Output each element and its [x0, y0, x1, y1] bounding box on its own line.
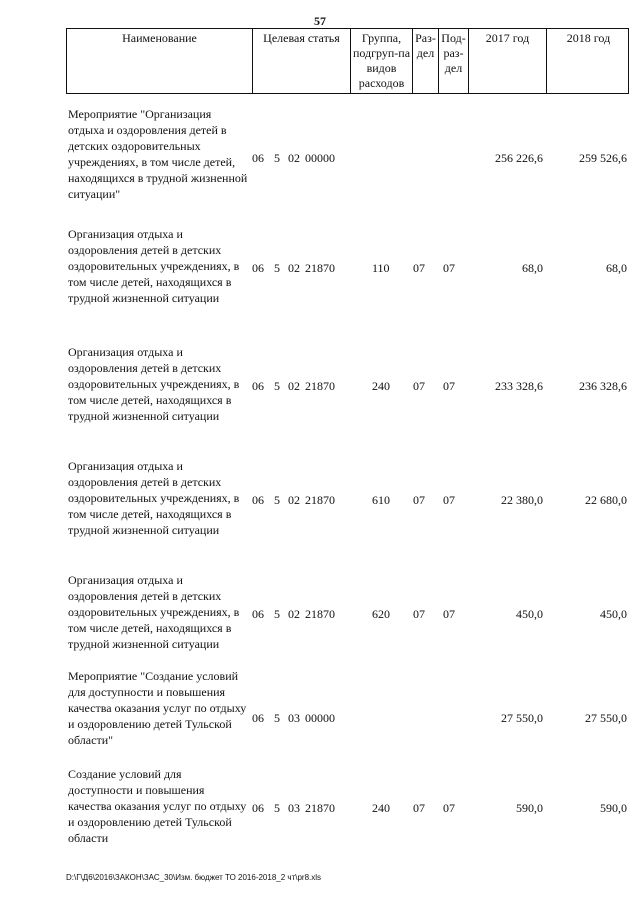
row-program: 06 — [252, 151, 264, 165]
row-value-2017: 256 226,6 — [495, 151, 543, 165]
row-code: 00000 — [305, 151, 335, 165]
table-row — [66, 344, 629, 428]
row-name: Мероприятие "Организация отдыха и оздоровления детей в детских оздоровительных учреждениях, в том числе детей, находящихся в трудной жизненной ситуации" — [68, 107, 248, 201]
row-subsection: 07 — [443, 801, 455, 815]
row-measure: 02 — [288, 151, 300, 165]
row-measure: 02 — [288, 607, 300, 621]
table-row — [66, 668, 629, 768]
row-subsection: 07 — [443, 379, 455, 393]
row-code: 21870 — [305, 801, 335, 815]
row-code: 21870 — [305, 379, 335, 393]
header-2017: 2017 год — [469, 29, 547, 93]
row-name: Создание условий для доступности и повышения качества оказания услуг по отдыху и оздоровлению детей Тульской области — [68, 767, 247, 845]
table-row — [66, 572, 629, 656]
table-row — [66, 458, 629, 542]
row-value-2018: 236 328,6 — [579, 379, 627, 393]
header-target: Целевая статья — [253, 29, 351, 93]
table-header — [66, 28, 629, 94]
row-code: 00000 — [305, 711, 335, 725]
row-measure: 02 — [288, 379, 300, 393]
row-name: Организация отдыха и оздоровления детей в детских оздоровительных учреждениях, в том числе детей, находящихся в трудной жизненной ситуации — [68, 227, 240, 305]
row-value-2017: 27 550,0 — [501, 711, 543, 725]
row-value-2018: 590,0 — [600, 801, 627, 815]
row-name: Мероприятие "Создание условий для доступности и повышения качества оказания услуг по отдыху и оздоровлению детей Тульской области" — [68, 669, 247, 747]
row-measure: 02 — [288, 493, 300, 507]
row-program: 06 — [252, 379, 264, 393]
header-section: Раз-дел — [413, 29, 439, 93]
row-group: 240 — [372, 379, 390, 393]
row-value-2018: 27 550,0 — [585, 711, 627, 725]
header-name: Наименование — [67, 29, 253, 93]
row-value-2018: 259 526,6 — [579, 151, 627, 165]
row-code: 21870 — [305, 607, 335, 621]
row-subsection: 07 — [443, 493, 455, 507]
row-program: 06 — [252, 261, 264, 275]
row-name: Организация отдыха и оздоровления детей в детских оздоровительных учреждениях, в том числе детей, находящихся в трудной жизненной ситуации — [68, 345, 240, 423]
row-value-2018: 22 680,0 — [585, 493, 627, 507]
row-section: 07 — [413, 379, 425, 393]
file-path-footer: D:\Г\Д6\2016\ЗАКОН\ЗАС_30\Изм. бюджет ТО 2016-2018_2 чт\pr8.xls — [66, 873, 322, 882]
row-value-2017: 233 328,6 — [495, 379, 543, 393]
row-program: 06 — [252, 493, 264, 507]
row-group: 620 — [372, 607, 390, 621]
row-code: 21870 — [305, 493, 335, 507]
row-subprogram: 5 — [274, 711, 280, 725]
row-value-2018: 68,0 — [606, 261, 627, 275]
row-subprogram: 5 — [274, 607, 280, 621]
row-subsection: 07 — [443, 261, 455, 275]
header-2018: 2018 год — [566, 31, 611, 45]
row-group: 610 — [372, 493, 390, 507]
row-measure: 03 — [288, 711, 300, 725]
row-value-2018: 450,0 — [600, 607, 627, 621]
row-subprogram: 5 — [274, 261, 280, 275]
row-section: 07 — [413, 261, 425, 275]
table-row — [66, 106, 629, 206]
row-name: Организация отдыха и оздоровления детей в детских оздоровительных учреждениях, в том числе детей, находящихся в трудной жизненной ситуации — [68, 573, 240, 651]
table-row — [66, 226, 629, 310]
row-value-2017: 68,0 — [522, 261, 543, 275]
row-measure: 03 — [288, 801, 300, 815]
table-row — [66, 766, 629, 850]
row-value-2017: 590,0 — [516, 801, 543, 815]
row-value-2017: 22 380,0 — [501, 493, 543, 507]
row-code: 21870 — [305, 261, 335, 275]
page-number: 57 — [314, 14, 326, 28]
row-section: 07 — [413, 801, 425, 815]
row-subsection: 07 — [443, 607, 455, 621]
row-value-2017: 450,0 — [516, 607, 543, 621]
row-subprogram: 5 — [274, 151, 280, 165]
header-subsection: Под-раз-дел — [439, 29, 469, 93]
row-section: 07 — [413, 607, 425, 621]
row-subprogram: 5 — [274, 493, 280, 507]
row-section: 07 — [413, 493, 425, 507]
row-group: 110 — [372, 261, 390, 275]
row-subprogram: 5 — [274, 379, 280, 393]
header-group: Группа, подгруп-па видов расходов — [351, 29, 413, 93]
row-program: 06 — [252, 607, 264, 621]
row-program: 06 — [252, 801, 264, 815]
row-name: Организация отдыха и оздоровления детей в детских оздоровительных учреждениях, в том числе детей, находящихся в трудной жизненной ситуации — [68, 459, 240, 537]
row-measure: 02 — [288, 261, 300, 275]
row-subprogram: 5 — [274, 801, 280, 815]
row-group: 240 — [372, 801, 390, 815]
row-program: 06 — [252, 711, 264, 725]
